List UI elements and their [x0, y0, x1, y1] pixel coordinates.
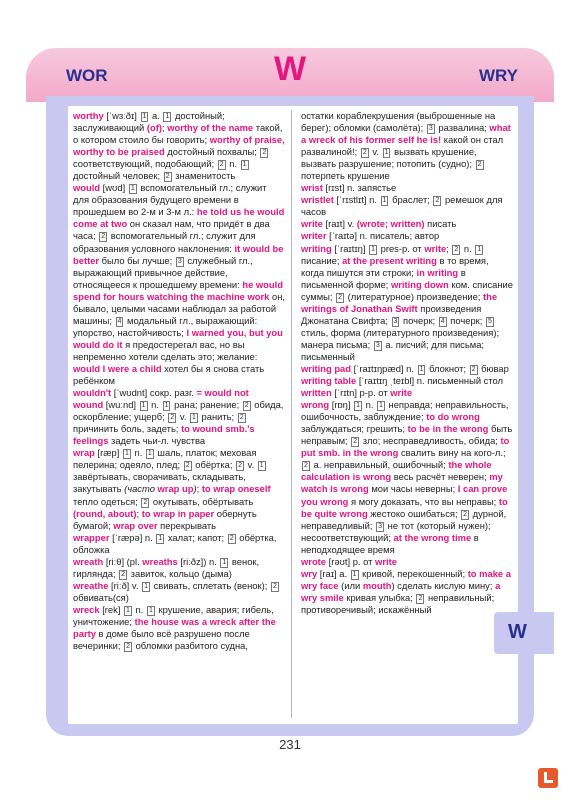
dictionary-entry	[301, 568, 513, 616]
dictionary-entry	[301, 243, 513, 363]
entry-text: произведения Джонатана Свифта;	[301, 302, 482, 326]
entry-headword: to be quite wrong	[301, 495, 508, 519]
entry-headword: to wrap oneself	[201, 483, 271, 495]
sense-number: 2	[272, 582, 277, 590]
entry-text: [ˈwʊdnt] сокр. разг.	[111, 387, 197, 399]
entry-text: он, бывало, целыми часами наблюдал за работой машины;	[73, 290, 285, 326]
entry-headword: worthy of the name	[167, 122, 254, 134]
entry-text: задеть чьи-л. чувства	[108, 435, 206, 447]
dictionary-entry	[301, 110, 513, 182]
sense-number: 3	[393, 317, 398, 325]
entry-headword: wrote	[301, 555, 327, 567]
entry-text: вспомогательный гл.; служит для образования будущего времени в прошедшем во 2-м и 3-м л.:	[73, 182, 267, 218]
entry-text: модальный гл., выражающий: упорство, настойчивость;	[73, 314, 258, 338]
entry-headword: write	[390, 387, 413, 399]
dictionary-entry	[301, 375, 513, 387]
entry-headword: writer	[301, 230, 327, 242]
page-number: 231	[279, 737, 301, 752]
entry-text: [ˈraɪtɪŋpæd] n.	[351, 362, 417, 374]
entry-text: вызвать крушение, вызвать разрушение; потопить (судно);	[301, 146, 477, 170]
dictionary-entry	[73, 580, 285, 604]
entry-text: ком. списание суммы;	[301, 278, 513, 302]
sense-number: 1	[371, 245, 376, 253]
entry-text: завёртывать, сворачивать, складывать, закутывать	[73, 471, 246, 495]
dictionary-entry	[73, 604, 285, 652]
sense-number: 1	[382, 197, 387, 205]
dictionary-entry	[301, 556, 513, 568]
entry-headword: to be in the wrong	[407, 423, 489, 435]
dictionary-entry	[301, 182, 513, 194]
entry-text: не тот (который нужен); несоответствующий;	[301, 519, 491, 543]
right-column	[301, 110, 513, 616]
publisher-logo-icon	[538, 768, 558, 788]
header-last-word: WRY	[478, 66, 518, 85]
entry-text: заблуждаться; грешить;	[301, 423, 408, 435]
entry-headword: wry	[301, 567, 318, 579]
entry-text: ;	[136, 507, 142, 519]
sense-number: 2	[244, 402, 249, 410]
entry-text: какой он стал развалиной!;	[301, 134, 504, 158]
sense-number: 2	[126, 643, 130, 651]
entry-text: крушение, авария; гибель, уничтожение;	[73, 603, 274, 627]
entry-text: ;	[161, 122, 168, 134]
entry-text: перекрывать	[157, 519, 217, 531]
entry-headword: wrap up	[157, 483, 194, 495]
entry-text: (литературное) произведение;	[345, 290, 484, 302]
entry-text: хотел бы я снова стать ребёнком	[73, 362, 265, 387]
dictionary-entry	[73, 182, 285, 387]
entry-text: [rɒŋ]	[329, 399, 354, 411]
entry-text: [riːθ] (pl.	[103, 555, 143, 567]
sense-number: 2	[362, 149, 367, 157]
entry-text: n.	[363, 399, 377, 411]
sense-number: 1	[126, 606, 130, 614]
entry-headword: wrap over	[113, 519, 158, 531]
entry-text: [raɪ] a.	[317, 567, 350, 579]
dictionary-entry	[301, 387, 513, 399]
entry-headword: at the present writing	[342, 254, 437, 266]
dictionary-body	[68, 106, 518, 724]
entry-text: [rek]	[99, 603, 124, 615]
sense-number: 3	[428, 125, 433, 133]
sense-number: 2	[463, 510, 468, 518]
sense-number: 1	[124, 450, 129, 458]
entry-headword: wrap	[73, 447, 95, 459]
sense-number: 2	[239, 414, 244, 422]
entry-text: вспомогательный гл.; служит для образования условного наклонения:	[73, 230, 256, 254]
entry-text: было бы лучше;	[99, 254, 175, 266]
sense-number: 2	[471, 365, 476, 373]
entry-headword: (of)	[146, 122, 162, 134]
entry-headword: he would spend for hours watching the machine work	[73, 278, 283, 302]
dictionary-entry	[73, 447, 285, 531]
entry-headword: (wrote; written)	[356, 218, 425, 230]
entry-text: [ˈræpə] n.	[109, 531, 156, 543]
entry-headword: to make a wry face	[301, 567, 511, 591]
entry-text: бювар	[478, 362, 509, 374]
entry-headword: writing table	[301, 375, 357, 387]
entry-text: блокнот;	[426, 362, 469, 374]
entry-text: знаменитость	[172, 170, 236, 182]
sense-number: 3	[378, 522, 383, 530]
sense-number: 1	[165, 113, 170, 120]
entry-headword: = would not	[196, 387, 249, 399]
dictionary-entry	[301, 194, 513, 218]
entry-headword: written	[301, 387, 332, 399]
entry-text: (или	[338, 579, 363, 591]
entry-text: в то время, когда пишутся эти строки;	[301, 254, 489, 278]
left-column	[73, 110, 285, 652]
sense-number: 2	[477, 161, 482, 169]
sense-number: 3	[375, 341, 380, 349]
entry-headword: wreck	[73, 603, 100, 615]
entry-text: свивать, сплетать (венок);	[151, 579, 270, 591]
entry-text: ;	[196, 483, 202, 495]
entry-text: рана; ранение;	[171, 399, 242, 411]
entry-text: ремешок для часов	[301, 194, 503, 218]
entry-text: в неподходящее время	[301, 531, 479, 555]
entry-headword: I can prove you wrong	[301, 483, 508, 507]
entry-text: обёртка, обложка	[73, 531, 277, 555]
sense-number: 2	[101, 233, 106, 241]
entry-text: такой, о котором стоило бы говорить;	[73, 122, 283, 146]
entry-text: [ˈrɪtn] p-p. от	[331, 387, 391, 399]
sense-number: 2	[435, 197, 440, 205]
sense-number: 1	[259, 462, 264, 470]
dictionary-entry	[301, 230, 513, 242]
entry-headword: wound	[73, 399, 104, 411]
entry-text: шаль, платок; меховая пелерина; одеяло, плед;	[73, 447, 257, 471]
sense-number: 2	[353, 438, 358, 446]
sense-number: 1	[148, 606, 153, 614]
entry-text: [raɪt] v.	[322, 218, 357, 230]
entry-headword: wouldn't	[73, 387, 112, 399]
sense-number: 2	[454, 245, 459, 253]
dictionary-entry	[73, 399, 285, 447]
entry-text: v.	[177, 411, 190, 423]
sense-number: 2	[170, 414, 175, 422]
sense-number: 1	[158, 534, 163, 542]
entry-headword: worthy of praise, worthy to be praised	[73, 134, 285, 158]
entry-text: почерк;	[447, 314, 485, 326]
entry-text: [wuːnd]	[103, 399, 139, 411]
sense-number: 2	[143, 498, 148, 506]
sense-number: 1	[144, 582, 148, 590]
entry-text: дурной, неправедливый;	[301, 507, 507, 531]
sense-number: 5	[487, 317, 492, 325]
entry-text: свалить вину на кого-л.;	[398, 447, 506, 459]
entry-text: весь расчёт неверен;	[391, 471, 490, 483]
entry-text: неправда; неправильность, ошибочность, заблуждение;	[301, 399, 509, 423]
sense-number: 1	[141, 402, 146, 410]
entry-text: ) сделать кислую мину;	[391, 579, 496, 591]
entry-headword: to do wrong	[426, 411, 480, 423]
entry-text: потерпеть крушение	[301, 170, 390, 182]
entry-text: писание;	[301, 254, 343, 266]
dictionary-entry	[73, 110, 285, 182]
entry-headword: my watch is wrong	[301, 471, 503, 495]
sense-number: 1	[222, 558, 227, 566]
entry-text: n.	[226, 158, 240, 170]
entry-text: стиль, форма (литературного произведения); манера письма;	[301, 326, 500, 350]
dictionary-entry	[301, 218, 513, 230]
entry-headword: to wrap in paper	[141, 507, 215, 519]
entry-headword: the house was a wreck after the party	[73, 615, 276, 640]
entry-text: n.	[131, 447, 145, 459]
entry-headword: writing	[301, 242, 332, 254]
dictionary-entry	[301, 363, 513, 375]
entry-text: венок, гирлянда;	[73, 555, 260, 579]
entry-text: соответствующий, подобающий;	[73, 158, 217, 170]
entry-text: n.	[148, 399, 162, 411]
sense-number: 1	[379, 402, 383, 410]
entry-text: окутывать, обёртывать	[150, 495, 254, 507]
sense-number: 1	[130, 185, 135, 193]
entry-headword: the whole calculation is wrong	[301, 459, 492, 483]
sense-number: 3	[177, 257, 182, 265]
entry-text: браслет;	[389, 194, 433, 206]
entry-text: быть неправым;	[301, 423, 513, 447]
entry-text: n.	[461, 242, 475, 254]
entry-text: a. писчий; для письма; письменный	[301, 338, 485, 362]
entry-text: причинить боль, задеть;	[73, 423, 182, 435]
sense-number: 1	[192, 414, 196, 422]
entry-text: жестоко ошибаться;	[367, 507, 461, 519]
sense-number: 1	[419, 365, 424, 373]
entry-text: достойный; заслуживающий	[73, 110, 225, 134]
sense-number: 1	[147, 450, 152, 458]
sense-number: 4	[117, 317, 122, 325]
entry-text: неправильный; противоречивый; искажённый	[301, 591, 495, 615]
entry-headword: worthy	[73, 110, 104, 121]
entry-headword: to wound smb.'s feelings	[73, 423, 255, 447]
entry-headword: what a wreck of his former self he is!	[301, 122, 511, 146]
entry-text: a.	[149, 110, 163, 121]
sense-number: 1	[477, 245, 482, 253]
entry-text: [ˈraɪtɪŋ ˌteɪbl] n. письменный стол	[356, 375, 504, 387]
entry-text: завиток, кольцо (дыма)	[128, 567, 232, 579]
entry-text: [ˈwɜːðɪ]	[103, 110, 140, 121]
entry-text: pres-p. от	[378, 242, 425, 254]
sense-number: 2	[185, 462, 190, 470]
entry-headword: to put smb. in the wrong	[301, 435, 510, 459]
dictionary-entry	[73, 532, 285, 556]
sense-number: 4	[440, 317, 445, 325]
entry-text: он сказал нам, что придёт в два часа;	[73, 218, 270, 242]
entry-text: тепло одеться;	[73, 495, 141, 507]
entry-text: я могу доказать, что вы неправы;	[348, 495, 499, 507]
entry-headword: write	[424, 242, 447, 254]
entry-text: кривой, перекошенный;	[359, 567, 468, 579]
sense-number: 2	[121, 570, 126, 578]
sense-number: 2	[238, 462, 242, 470]
entry-text: [ˈraɪtə] n. писатель; автор	[326, 230, 440, 242]
entry-text: [riːðz]) n.	[177, 555, 220, 567]
entry-text: почерк;	[400, 314, 438, 326]
entry-headword: he told us he would come at two	[73, 206, 285, 230]
entry-text: обломки разбитого судна,	[132, 640, 248, 652]
sense-number: 1	[352, 570, 357, 578]
entry-text: [rəʊt] p. от	[326, 555, 376, 567]
entry-headword: a wry smile	[301, 579, 501, 603]
entry-text: кривая улыбка;	[343, 591, 416, 603]
header-first-word: WOR	[66, 66, 108, 85]
entry-text: [ˈraɪtɪŋ]	[331, 242, 369, 254]
dictionary-entry	[301, 399, 513, 556]
entry-headword: would I were a child	[73, 362, 162, 374]
sense-number: 1	[142, 113, 147, 120]
entry-text: халат; капот;	[165, 531, 227, 543]
alphabet-tab[interactable]	[494, 612, 554, 654]
entry-text: обида, оскорбление; ущерб;	[73, 399, 284, 423]
entry-text: ;	[446, 242, 452, 254]
entry-headword: it would be better	[73, 242, 284, 266]
sense-number: 1	[384, 149, 389, 157]
entry-text: [wʊd]	[100, 182, 128, 194]
entry-headword: wrong	[301, 399, 330, 411]
sense-number: 2	[165, 173, 170, 181]
dictionary-entry	[73, 387, 285, 399]
entry-headword: wristlet	[301, 194, 334, 206]
sense-number: 2	[338, 293, 343, 301]
entry-text: v.	[244, 459, 257, 471]
entry-headword: wrapper	[73, 531, 110, 543]
sense-number: 2	[262, 149, 267, 157]
sense-number: 2	[304, 462, 308, 470]
entry-headword: mouth	[362, 579, 392, 591]
dictionary-entry	[73, 556, 285, 580]
entry-headword: (round, about)	[73, 507, 137, 519]
entry-text: v.	[369, 146, 382, 158]
entry-headword: writing pad	[301, 362, 351, 374]
entry-headword: wrist	[301, 182, 323, 194]
entry-headword: in writing	[416, 266, 459, 278]
entry-headword: write	[375, 555, 397, 567]
entry-text: достойный похвалы;	[164, 146, 260, 158]
sense-number: 2	[219, 161, 224, 169]
entry-text: остатки кораблекрушения (выброшенные на берег); обломки (самолёта);	[301, 110, 496, 134]
entry-note: )	[193, 483, 197, 495]
entry-text: в письменной форме;	[301, 266, 466, 290]
entry-headword: writing down	[390, 278, 449, 290]
entry-text: развалина;	[435, 122, 490, 134]
entry-text: писать	[424, 218, 457, 230]
entry-text: n.	[132, 603, 146, 615]
entry-text: зло; несправедливость, обида;	[360, 435, 501, 447]
entry-headword: wreaths	[142, 555, 178, 567]
entry-headword: wreath	[73, 555, 104, 567]
sense-number: 2	[229, 534, 234, 542]
entry-text: [riːð] v.	[108, 579, 142, 591]
entry-headword: at the wrong time	[393, 531, 472, 543]
entry-headword: would	[73, 182, 101, 194]
sense-number: 1	[242, 161, 247, 169]
entry-text: обернуть бумагой;	[73, 507, 257, 531]
sense-number: 1	[356, 402, 360, 410]
sense-number: 1	[164, 402, 169, 410]
entry-text: в доме было всё разрушено после вечеринки;	[73, 628, 250, 652]
entry-text: мои часы неверны;	[368, 483, 458, 495]
header-letter: W	[273, 50, 307, 88]
entry-text: [ræp]	[94, 447, 122, 459]
entry-text: служебный гл., выражающий привычное действие, относящееся к прошедшему времени:	[73, 254, 253, 290]
entry-text: я предостерегал вас, но вы непременно хотели сделать это; желание:	[73, 338, 258, 362]
sense-number: 2	[418, 594, 423, 602]
entry-headword: I warned you, but you would do it	[73, 326, 283, 350]
entry-text: обёртка;	[192, 459, 236, 471]
entry-text: ранить;	[198, 411, 237, 423]
entry-headword: wreathe	[73, 579, 109, 591]
entry-note: (часто	[124, 483, 158, 495]
entry-text: a. неправильный, ошибочный;	[310, 459, 449, 471]
entry-text: [rɪst] n. запястье	[322, 182, 397, 194]
entry-headword: write	[301, 218, 323, 230]
entry-text: обвивать(ся)	[73, 591, 129, 603]
entry-headword: the writings of Jonathan Swift	[301, 290, 498, 314]
entry-text: достойный человек;	[73, 170, 163, 182]
alphabet-tab-letter: W	[508, 621, 527, 643]
column-divider	[291, 110, 292, 718]
entry-text: [ˈrɪstlɪt] n.	[333, 194, 380, 206]
